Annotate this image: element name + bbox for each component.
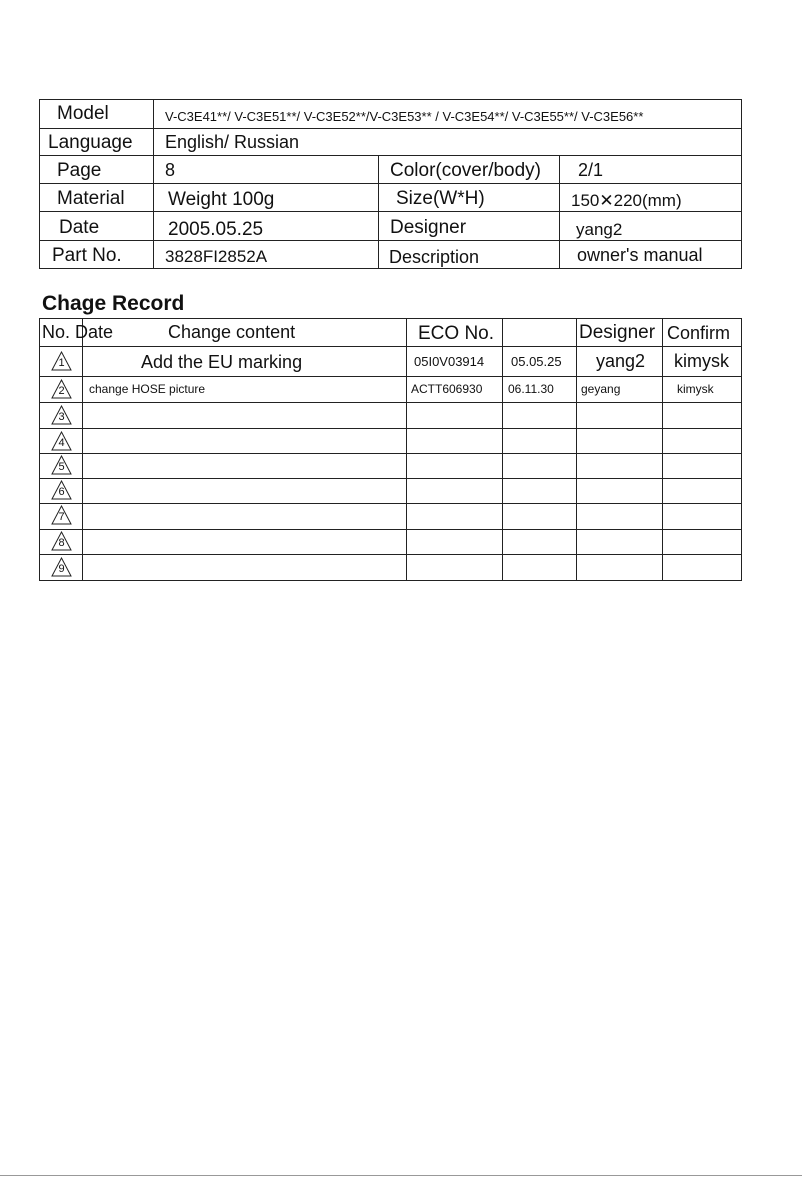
col-divider bbox=[576, 318, 577, 581]
row2-date: 06.11.30 bbox=[508, 382, 554, 396]
language-value: English/ Russian bbox=[165, 132, 300, 152]
designer-label: Designer bbox=[390, 217, 467, 238]
row1-date: 05.05.25 bbox=[511, 354, 562, 369]
revision-triangle-icon bbox=[51, 531, 72, 551]
description-value: owner's manual bbox=[577, 245, 703, 265]
revision-number: 8 bbox=[58, 537, 65, 549]
row-divider bbox=[39, 128, 742, 129]
partno-label: Part No. bbox=[52, 245, 122, 266]
row-divider bbox=[39, 428, 742, 429]
col-divider bbox=[559, 155, 560, 269]
revision-number: 9 bbox=[58, 563, 65, 575]
table-border-bottom bbox=[39, 580, 742, 581]
row-divider bbox=[39, 402, 742, 403]
row2-content: change HOSE picture bbox=[89, 382, 206, 396]
page-value: 8 bbox=[165, 160, 176, 180]
row-divider bbox=[39, 346, 742, 347]
row1-eco: 05I0V03914 bbox=[414, 354, 485, 369]
row2-designer: geyang bbox=[581, 382, 621, 396]
row2-confirm: kimysk bbox=[677, 382, 714, 396]
table-border-left bbox=[39, 99, 40, 269]
row1-confirm: kimysk bbox=[674, 351, 729, 371]
change-record-title: Chage Record bbox=[42, 292, 185, 315]
revision-triangle-icon bbox=[51, 455, 72, 475]
partno-value: 3828FI2852A bbox=[165, 247, 268, 266]
row1-content: Add the EU marking bbox=[141, 352, 303, 372]
language-label: Language bbox=[48, 132, 133, 153]
col-divider bbox=[406, 318, 407, 581]
row-divider bbox=[39, 478, 742, 479]
size-label: Size(W*H) bbox=[396, 188, 485, 209]
row2-eco: ACTT606930 bbox=[411, 382, 483, 396]
table-border-top bbox=[39, 318, 742, 319]
header-no-date: No. Date bbox=[42, 322, 114, 342]
revision-triangle-icon bbox=[51, 505, 72, 525]
revision-triangle-icon bbox=[51, 557, 72, 577]
col-divider bbox=[662, 318, 663, 581]
header-change-content: Change content bbox=[168, 322, 296, 342]
table-border-right bbox=[741, 318, 742, 581]
revision-number: 3 bbox=[58, 411, 65, 423]
row-divider bbox=[39, 529, 742, 530]
revision-number: 7 bbox=[58, 511, 65, 523]
material-value: Weight 100g bbox=[168, 189, 275, 210]
table-border-top bbox=[39, 99, 742, 100]
col-divider bbox=[153, 99, 154, 269]
row-divider bbox=[39, 211, 742, 212]
description-label: Description bbox=[389, 247, 480, 267]
row-divider bbox=[39, 183, 742, 184]
color-value: 2/1 bbox=[578, 160, 604, 180]
color-label: Color(cover/body) bbox=[390, 160, 541, 181]
size-value: 150✕220(mm) bbox=[571, 191, 682, 210]
header-designer: Designer bbox=[579, 322, 656, 343]
material-label: Material bbox=[57, 188, 125, 209]
designer-value: yang2 bbox=[576, 220, 623, 239]
revision-number: 2 bbox=[58, 385, 65, 397]
revision-number: 5 bbox=[58, 461, 65, 473]
row-divider bbox=[39, 554, 742, 555]
col-divider bbox=[82, 318, 83, 581]
col-divider bbox=[378, 155, 379, 269]
row1-designer: yang2 bbox=[596, 351, 646, 371]
page-bottom-rule bbox=[0, 1175, 802, 1176]
revision-triangle-icon bbox=[51, 379, 72, 399]
col-divider bbox=[502, 318, 503, 581]
table-border-left bbox=[39, 318, 40, 581]
revision-triangle-icon bbox=[51, 480, 72, 500]
row-divider bbox=[39, 376, 742, 377]
header-eco-no: ECO No. bbox=[418, 323, 495, 344]
row-divider bbox=[39, 155, 742, 156]
revision-triangle-icon bbox=[51, 431, 72, 451]
header-confirm: Confirm bbox=[667, 323, 731, 343]
model-value: V-C3E41**/ V-C3E51**/ V-C3E52**/V-C3E53** / V-C3E54**/ V-C3E55**/ V-C3E56** bbox=[165, 109, 644, 124]
row-divider bbox=[39, 240, 742, 241]
table-border-bottom bbox=[39, 268, 742, 269]
table-border-right bbox=[741, 99, 742, 269]
row-divider bbox=[39, 503, 742, 504]
row-divider bbox=[39, 453, 742, 454]
revision-number: 6 bbox=[58, 486, 65, 498]
revision-number: 4 bbox=[58, 437, 65, 449]
page-label: Page bbox=[57, 160, 102, 181]
model-label: Model bbox=[57, 103, 109, 124]
date-value: 2005.05.25 bbox=[168, 219, 264, 240]
revision-triangle-icon bbox=[51, 351, 72, 371]
revision-number: 1 bbox=[58, 357, 65, 369]
revision-triangle-icon bbox=[51, 405, 72, 425]
date-label: Date bbox=[59, 217, 100, 238]
